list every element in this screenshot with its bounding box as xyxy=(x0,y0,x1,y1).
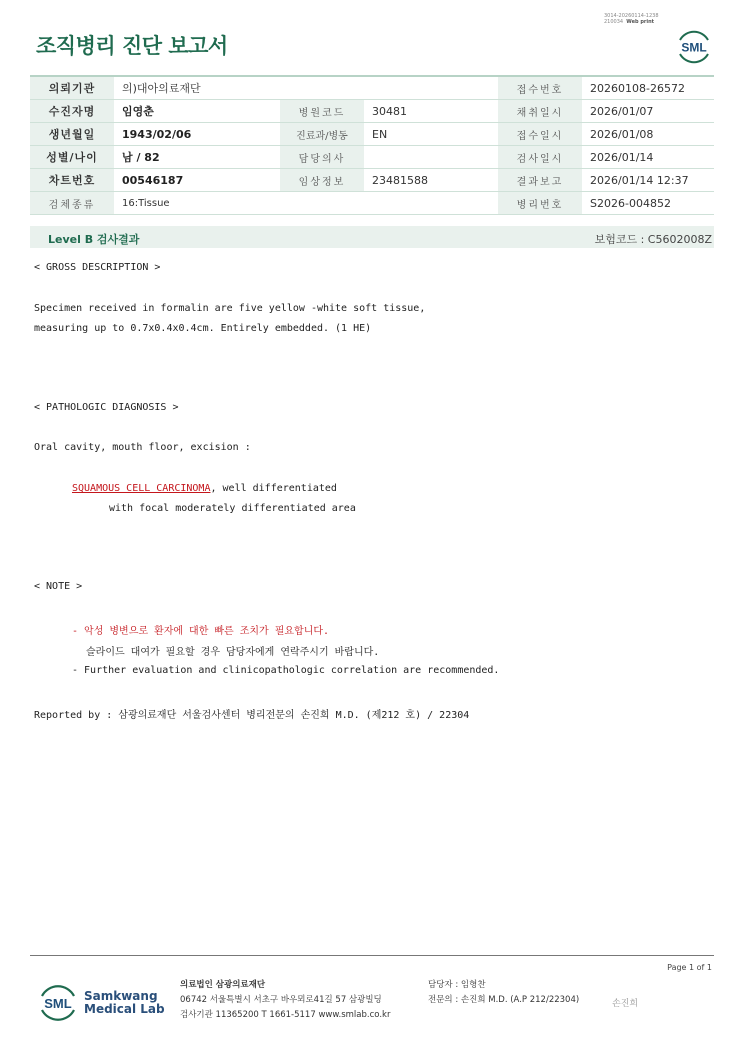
label-collection-date: 채취일시 xyxy=(498,100,582,123)
footer-staff-block xyxy=(428,978,579,1008)
value-requesting-institution: 의)대아의료재단 xyxy=(114,76,498,100)
gross-heading: < GROSS DESCRIPTION > xyxy=(34,262,161,273)
note-line-2: 슬라이드 대여가 필요할 경우 담당자에게 연락주시기 바랍니다. xyxy=(86,647,380,658)
table-row xyxy=(30,100,714,123)
diagnosis-main xyxy=(72,483,337,494)
footer-org-block xyxy=(180,978,390,1023)
print-id-line2: 210034 xyxy=(604,19,624,25)
diagnosis-site: Oral cavity, mouth floor, excision : xyxy=(34,442,251,453)
label-specimen-type: 검체종류 xyxy=(30,192,114,215)
value-report-date: 2026/01/14 12:37 xyxy=(582,169,714,192)
footer-contact: 검사기관 11365200 T 1661-5117 www.smlab.co.kr xyxy=(180,1010,391,1020)
value-collection-date: 2026/01/07 xyxy=(582,100,714,123)
label-department: 진료과/병동 xyxy=(280,123,364,146)
footer-org: 의료법인 삼광의료재단 xyxy=(180,980,266,990)
report-title: 조직병리 진단 보고서 xyxy=(36,34,228,58)
value-specimen-type: 16:Tissue xyxy=(114,192,498,215)
label-birth-date: 생년월일 xyxy=(30,123,114,146)
value-physician xyxy=(364,146,498,169)
value-department: EN xyxy=(364,123,498,146)
footer-specialist: 전문의 : 손진희 M.D. (A.P 212/22304) xyxy=(428,995,580,1005)
sml-logo-text: SML xyxy=(681,40,707,55)
level-title: Level B 검사결과 xyxy=(48,233,140,246)
value-birth-date: 1943/02/06 xyxy=(114,123,280,146)
diagnosis-heading: < PATHOLOGIC DIAGNOSIS > xyxy=(34,402,179,413)
insurance-code: 보험코드 : C5602008Z xyxy=(594,233,712,246)
value-pathology-no: S2026-004852 xyxy=(582,192,714,215)
value-patient-name: 임영춘 xyxy=(114,100,280,123)
label-hospital-code: 병원코드 xyxy=(280,100,364,123)
page-number: Page 1 of 1 xyxy=(667,963,712,972)
value-test-date: 2026/01/14 xyxy=(582,146,714,169)
label-accession-no: 접수번호 xyxy=(498,76,582,100)
print-id-line1: 3014-20260114-1238 xyxy=(604,13,659,19)
value-chart-no: 00546187 xyxy=(114,169,280,192)
label-clinical-info: 임상정보 xyxy=(280,169,364,192)
gross-line-1: Specimen received in formalin are five yellow -white soft tissue, xyxy=(34,303,426,314)
label-report-date: 결과보고 xyxy=(498,169,582,192)
value-receipt-date: 2026/01/08 xyxy=(582,123,714,146)
diagnosis-main-term: SQUAMOUS CELL CARCINOMA xyxy=(72,483,211,494)
label-requesting-institution: 의뢰기관 xyxy=(30,76,114,100)
patient-info-table xyxy=(30,75,714,215)
label-test-date: 검사일시 xyxy=(498,146,582,169)
label-physician: 담당의사 xyxy=(280,146,364,169)
note-heading: < NOTE > xyxy=(34,581,83,592)
label-sex-age: 성별/나이 xyxy=(30,146,114,169)
signature: 손진희 xyxy=(612,999,639,1009)
value-clinical-info: 23481588 xyxy=(364,169,498,192)
sml-logo-icon xyxy=(36,980,80,1024)
sml-logo-icon xyxy=(674,26,714,66)
note-line-3: - Further evaluation and clinicopathologic correlation are recommended. xyxy=(72,665,500,676)
print-id xyxy=(604,13,684,25)
print-label: Web print xyxy=(626,19,655,25)
reported-by: Reported by : 삼광의료재단 서울검사센터 병리전문의 손진희 M.D. (제212 호) / 22304 xyxy=(34,710,470,721)
table-row xyxy=(30,146,714,169)
gross-line-2: measuring up to 0.7x0.4x0.4cm. Entirely embedded. (1 HE) xyxy=(34,323,372,334)
footer-manager: 담당자 : 임형찬 xyxy=(428,980,486,990)
table-row xyxy=(30,123,714,146)
sml-logo-text: SML xyxy=(44,996,72,1011)
label-chart-no: 차트번호 xyxy=(30,169,114,192)
footer-divider xyxy=(30,955,714,956)
brand-name xyxy=(84,990,165,1016)
value-sex-age: 남 / 82 xyxy=(114,146,280,169)
table-row xyxy=(30,76,714,100)
label-patient-name: 수진자명 xyxy=(30,100,114,123)
value-hospital-code: 30481 xyxy=(364,100,498,123)
diagnosis-sub: with focal moderately differentiated area xyxy=(109,503,356,514)
note-line-1: - 악성 병변으로 환자에 대한 빠른 조치가 필요합니다. xyxy=(72,626,330,637)
footer-address: 06742 서울특별시 서초구 바우뫼로41길 57 삼광빌딩 xyxy=(180,995,382,1005)
brand-line-2: Medical Lab xyxy=(84,1002,165,1016)
label-pathology-no: 병리번호 xyxy=(498,192,582,215)
brand-line-1: Samkwang xyxy=(84,989,158,1003)
table-row xyxy=(30,169,714,192)
value-accession-no: 20260108-26572 xyxy=(582,76,714,100)
diagnosis-main-rest: , well differentiated xyxy=(210,483,337,494)
label-receipt-date: 접수일시 xyxy=(498,123,582,146)
table-row xyxy=(30,192,714,215)
